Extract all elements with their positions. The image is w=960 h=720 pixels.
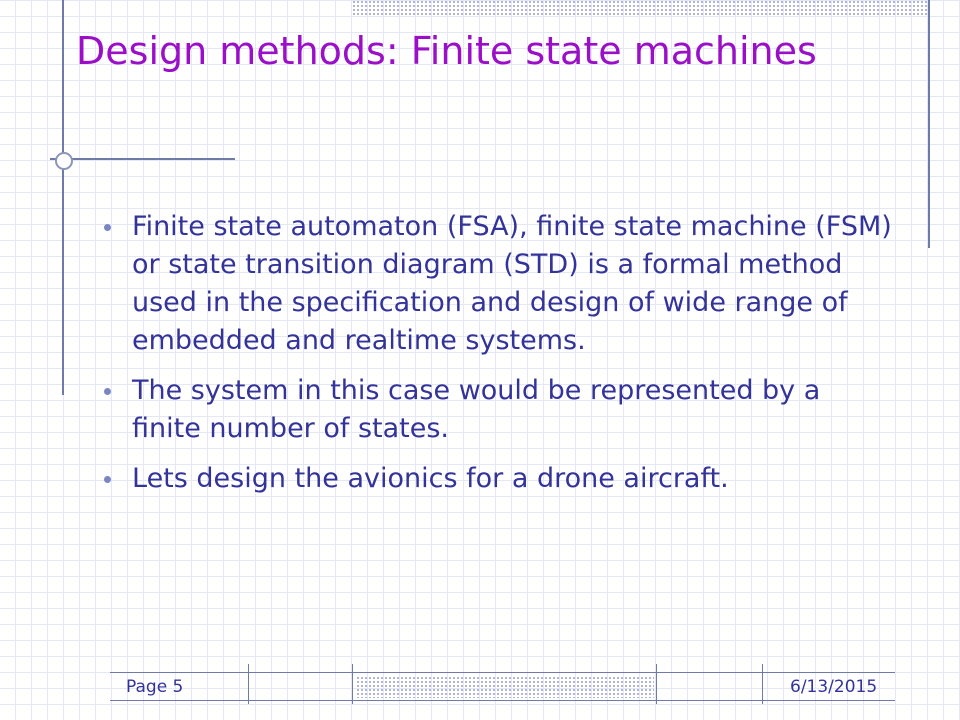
bullet-item: [96, 372, 896, 448]
bullet-dot-icon: [104, 476, 111, 483]
footer-divider: [762, 664, 763, 704]
slide-title: Design methods: Finite state machines: [76, 29, 817, 73]
footer-divider: [352, 664, 353, 704]
footer-divider: [656, 664, 657, 704]
bullet-text: Finite state automaton (FSA), finite state machine (FSM) or state transition diagram (STD) is a formal method used in the specification and design of wide range of embedded and realtime systems.: [132, 211, 892, 356]
bullet-text: Lets design the avionics for a drone aircraft.: [132, 463, 729, 494]
bullet-dot-icon: [104, 388, 111, 395]
footer-dotted-band: [356, 676, 654, 698]
bullet-list: [96, 208, 896, 510]
title-circle-ornament: [55, 152, 73, 170]
title-underline-rule: [50, 158, 235, 160]
bullet-dot-icon: [104, 224, 111, 231]
footer-top-rule: [110, 672, 895, 673]
right-vertical-rule: [928, 0, 930, 248]
left-vertical-rule: [62, 0, 64, 395]
footer-divider: [248, 664, 249, 704]
footer-bottom-rule: [110, 700, 895, 701]
top-dotted-band: [352, 0, 928, 16]
bullet-text: The system in this case would be represented by a finite number of states.: [132, 375, 821, 444]
page-number: Page 5: [126, 677, 184, 697]
bullet-item: [96, 460, 896, 498]
footer-date: 6/13/2015: [790, 677, 878, 697]
bullet-item: [96, 208, 896, 360]
